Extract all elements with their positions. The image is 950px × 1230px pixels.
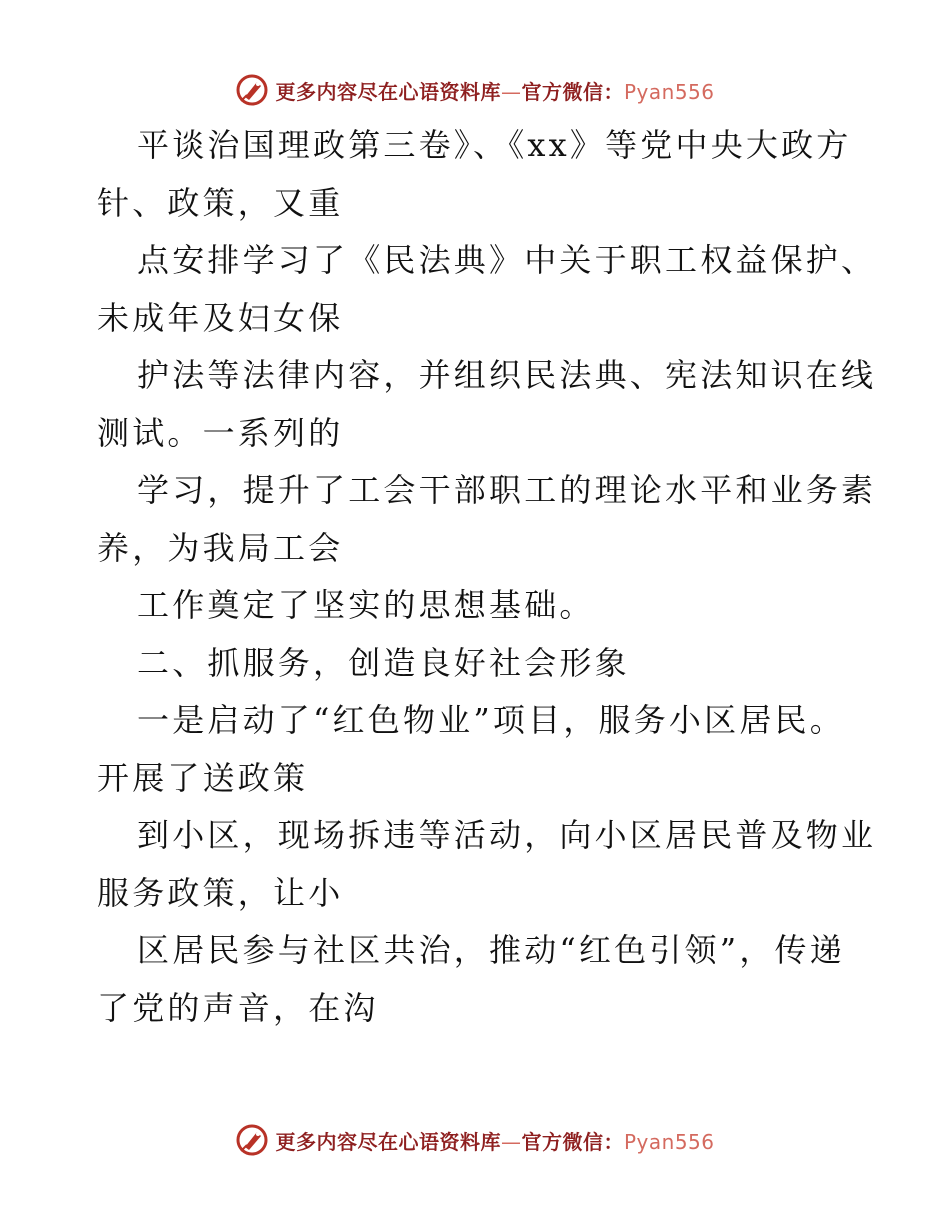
pen-nib-logo-icon [235, 1123, 269, 1157]
section-heading: 二、抓服务，创造良好社会形象 [137, 643, 630, 682]
body-line: 针、政策，又重 [97, 183, 344, 222]
document-body [97, 117, 877, 1037]
body-line: 点安排学习了《民法典》中关于职工权益保护、 [137, 241, 877, 279]
body-line: 区居民参与社区共治，推动“红色引领”，传递 [137, 931, 845, 969]
watermark-wechat-id: Pyan556 [623, 79, 715, 104]
header-watermark [0, 70, 950, 110]
body-line: 测试。一系列的 [97, 413, 344, 452]
body-line: 养，为我局工会 [97, 528, 344, 567]
body-line: 未成年及妇女保 [97, 298, 344, 337]
footer-watermark [0, 1120, 950, 1160]
body-line: 护法等法律内容，并组织民法典、宪法知识在线 [137, 356, 877, 394]
body-line: 到小区，现场拆违等活动，向小区居民普及物业 [137, 816, 877, 854]
watermark-text [275, 76, 714, 105]
body-line: 工作奠定了坚实的思想基础。 [137, 586, 595, 624]
watermark-site-text: 更多内容尽在心语资料库 [275, 1129, 501, 1154]
body-line: 开展了送政策 [97, 758, 309, 797]
watermark-wechat-label: 官方微信： [521, 1129, 624, 1154]
watermark-dash: — [500, 1129, 522, 1154]
watermark-wechat-id: Pyan556 [623, 1129, 715, 1154]
body-line: 一是启动了“红色物业”项目，服务小区居民。 [137, 701, 845, 739]
watermark-site-text: 更多内容尽在心语资料库 [275, 79, 501, 104]
body-line: 学习，提升了工会干部职工的理论水平和业务素 [137, 471, 877, 509]
body-line: 了党的声音，在沟 [97, 988, 379, 1027]
watermark-wechat-label: 官方微信： [521, 79, 624, 104]
watermark-text [275, 1126, 714, 1155]
body-line: 服务政策，让小 [97, 873, 344, 912]
pen-nib-logo-icon [235, 73, 269, 107]
body-line: 平谈治国理政第三卷》、《xx》等党中央大政方 [137, 126, 852, 164]
watermark-dash: — [500, 79, 522, 104]
